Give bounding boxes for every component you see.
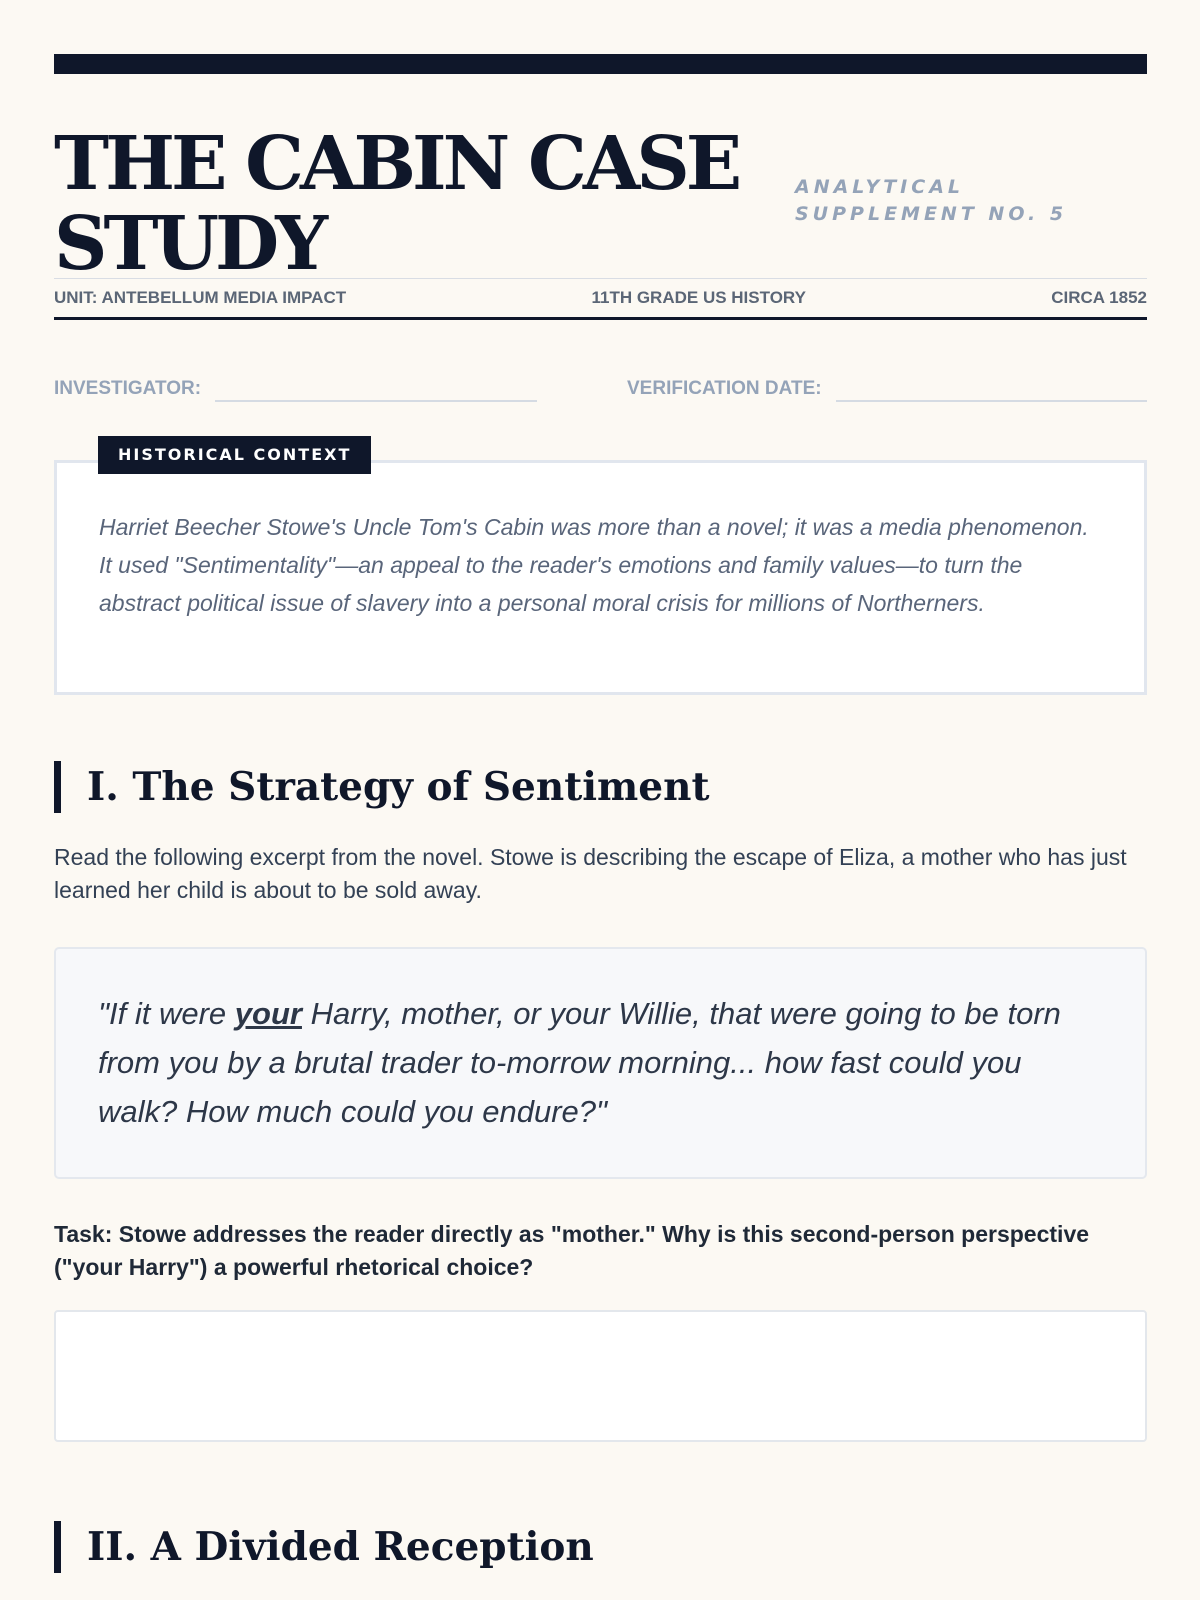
section-1-intro: Read the following excerpt from the novel. Stowe is describing the escape of Eliza, a mother who has just learned her child is about to be sold away. — [54, 844, 1127, 903]
investigator-field[interactable] — [54, 372, 537, 402]
verification-date-field[interactable] — [627, 372, 1147, 402]
page-title: THE CABIN CASE STUDY — [54, 121, 739, 287]
investigator-label: INVESTIGATOR: — [54, 378, 202, 399]
excerpt-quote — [98, 989, 1103, 1136]
student-fields — [54, 372, 1147, 402]
circa-label: CIRCA 1852 — [1051, 288, 1147, 307]
context-text: Harriet Beecher Stowe's Uncle Tom's Cabin was more than a novel; it was a media phenomenon. It used "Sentimentality"—an appeal to the reader's emotions and family values—to turn the abstract political issue of slavery into a personal moral crisis for millions of Northerners. — [99, 514, 1089, 616]
top-rule — [54, 54, 1147, 74]
worksheet-page — [54, 54, 1147, 1573]
investigator-input-line[interactable] — [215, 399, 537, 402]
section-1-heading: I. The Strategy of Sentiment — [54, 761, 1147, 813]
context-box — [54, 460, 1147, 695]
quote-emphasis: your — [234, 996, 302, 1031]
masthead — [54, 74, 1147, 287]
task-prompt: Task: Stowe addresses the reader directly as "mother." Why is this second-person perspective ("your Harry") a powerful rhetorical choice? — [54, 1221, 1090, 1280]
verification-date-label: VERIFICATION DATE: — [627, 378, 822, 399]
grade-label: 11TH GRADE US HISTORY — [591, 288, 806, 307]
unit-label: UNIT: ANTEBELLUM MEDIA IMPACT — [54, 288, 347, 307]
verification-date-input-line[interactable] — [836, 399, 1147, 402]
supplement-label: ANALYTICAL SUPPLEMENT NO. 5 — [795, 176, 1068, 225]
quote-end: Harry, mother, or your Willie, that were going to be torn from you by a brutal trader to-morrow morning... how fast could you walk? How much could you endure?" — [98, 996, 1061, 1129]
historical-context — [54, 445, 1147, 695]
excerpt-quote-box — [54, 947, 1147, 1179]
section-2-heading: II. A Divided Reception — [54, 1521, 1147, 1573]
answer-box[interactable] — [54, 1310, 1147, 1442]
context-tab-label: HISTORICAL CONTEXT — [98, 436, 371, 474]
quote-start: "If it were — [98, 996, 235, 1031]
